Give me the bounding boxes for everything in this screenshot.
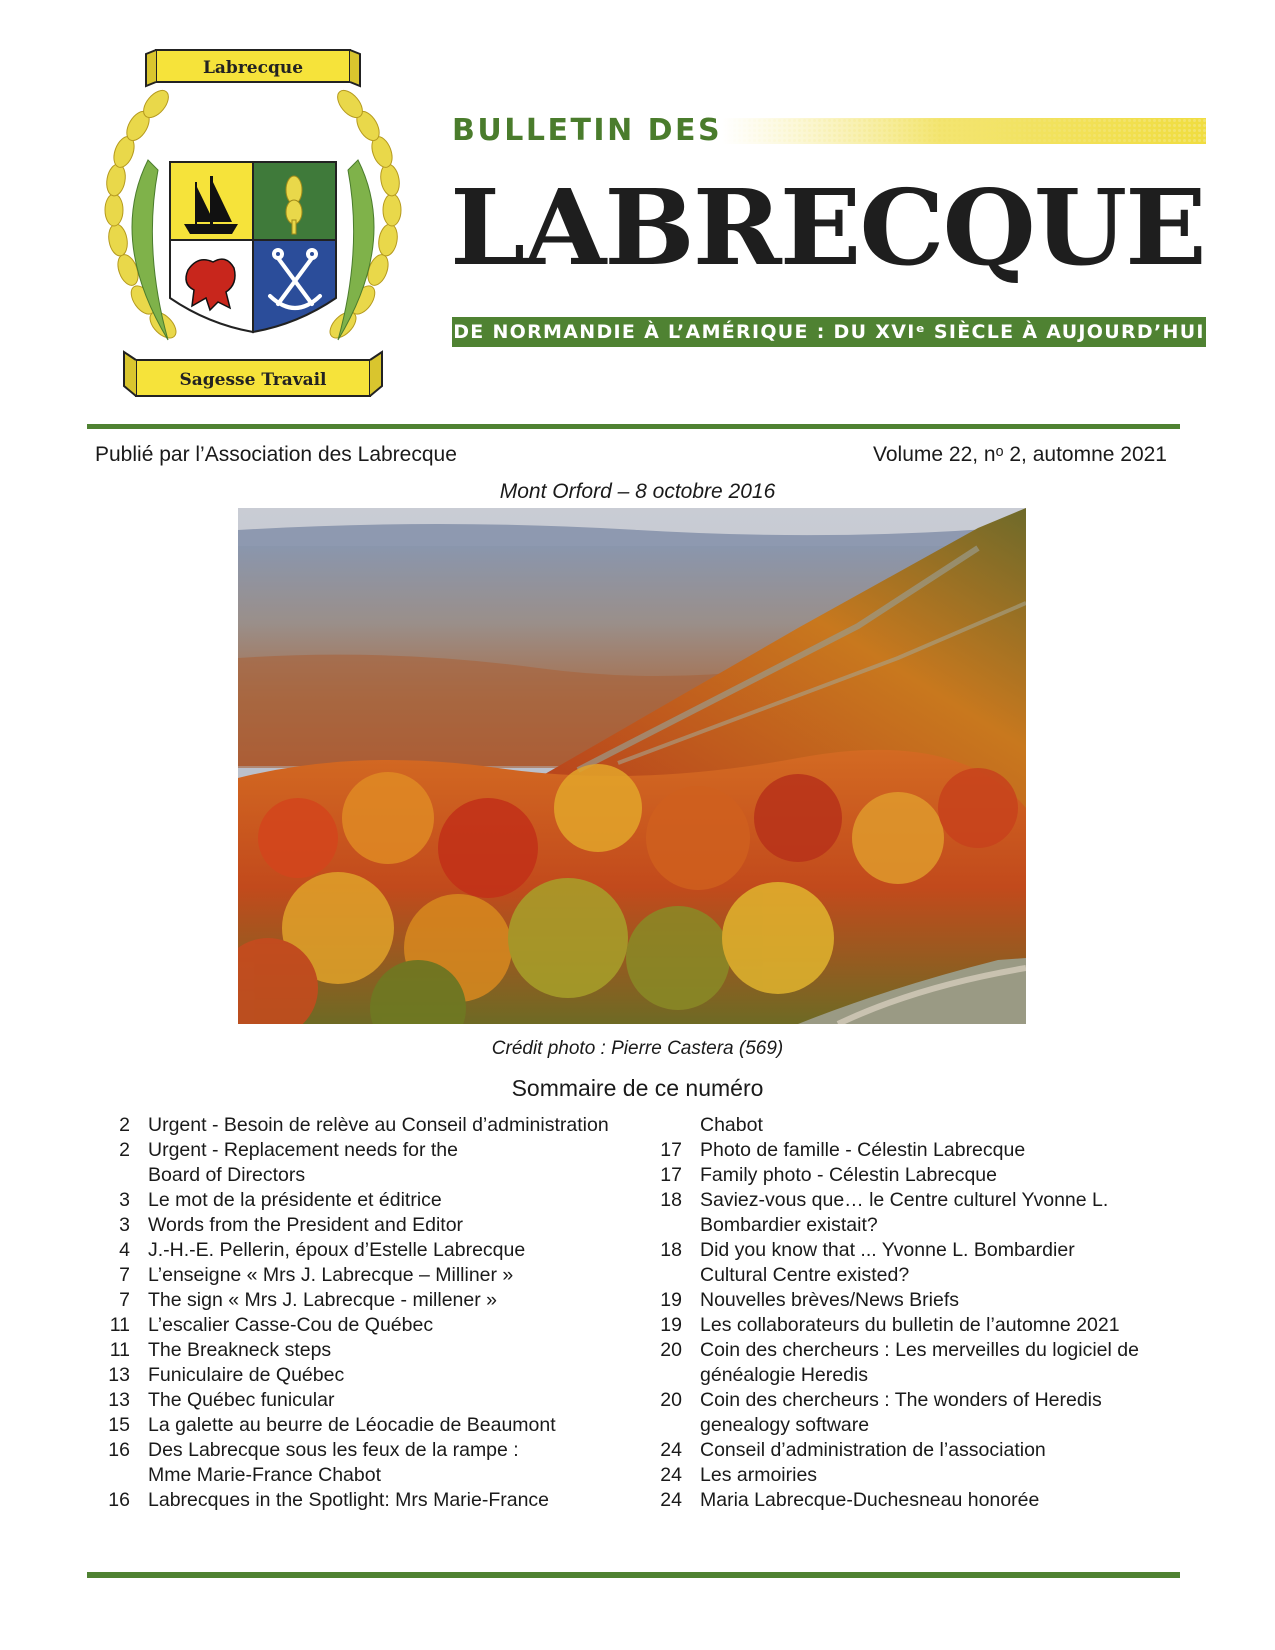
toc-title: The Breakneck steps [148,1339,332,1361]
toc-item[interactable] [84,1338,644,1363]
toc-item[interactable] [84,1388,644,1413]
toc-item[interactable] [84,1363,644,1388]
toc-page-number: 16 [108,1489,130,1511]
toc-title: Conseil d’administration de l’association [700,1439,1046,1461]
toc-item[interactable] [84,1263,644,1288]
toc-page-number: 24 [660,1464,682,1486]
toc-page-number: 3 [119,1189,130,1211]
toc-title: J.-H.-E. Pellerin, époux d’Estelle Labrecque [148,1239,526,1261]
toc-title: Photo de famille - Célestin Labrecque [700,1139,1026,1161]
toc-item[interactable] [636,1113,1196,1138]
toc-item[interactable] [84,1313,644,1338]
toc-title: Urgent - Replacement needs for the Board of Directors [148,1139,459,1186]
toc-page-number: 11 [109,1314,130,1336]
toc-title: Did you know that ... Yvonne L. Bombardier Cultural Centre existed? [700,1239,1075,1286]
cover-photo [238,508,1026,1024]
toc-title: Saviez-vous que… le Centre culturel Yvonne L. Bombardier existait? [700,1189,1109,1236]
top-divider [87,424,1180,429]
toc-item[interactable] [84,1188,644,1213]
toc-item[interactable] [636,1238,1196,1288]
toc-item[interactable] [84,1413,644,1438]
toc-page-number: 24 [660,1489,682,1511]
toc-title: Family photo - Célestin Labrecque [700,1164,997,1186]
toc-page-number: 2 [119,1139,130,1161]
toc-page-number: 20 [660,1339,682,1361]
toc-page-number: 4 [119,1239,130,1261]
toc-title: The sign « Mrs J. Labrecque - millener » [148,1289,497,1311]
toc-item[interactable] [636,1463,1196,1488]
publisher-line: Publié par l’Association des Labrecque [95,443,457,466]
toc-title: Words from the President and Editor [148,1214,464,1236]
toc-item[interactable] [636,1163,1196,1188]
toc-title: Labrecques in the Spotlight: Mrs Marie-France [148,1489,550,1511]
masthead-subtitle: DE NORMANDIE À L’AMÉRIQUE : DU XVIᵉ SIÈCLE À AUJOURD’HUI [452,317,1206,347]
coat-of-arms-logo [88,40,418,412]
masthead-kicker [452,113,1206,149]
toc-page-number: 13 [108,1364,130,1386]
crest-motto-top: Labrecque [202,58,304,78]
toc-item[interactable] [84,1438,644,1488]
toc-title: Les collaborateurs du bulletin de l’automne 2021 [700,1314,1120,1336]
toc-item[interactable] [84,1288,644,1313]
toc-page-number: 11 [109,1339,130,1361]
toc-item[interactable] [636,1288,1196,1313]
toc-item[interactable] [636,1438,1196,1463]
toc-heading: Sommaire de ce numéro [511,1075,764,1101]
toc-right-column [636,1113,1196,1513]
toc-page-number: 15 [108,1414,130,1436]
toc-page-number: 19 [660,1314,682,1336]
masthead-title: LABRECQUE [450,166,1205,289]
toc-title: L’enseigne « Mrs J. Labrecque – Milliner » [148,1264,514,1286]
toc-page-number: 3 [119,1214,130,1236]
toc-left-column [84,1113,644,1513]
toc-item[interactable] [636,1313,1196,1338]
toc-title: The Québec funicular [148,1389,335,1411]
toc-item[interactable] [636,1138,1196,1163]
masthead-kicker-text: BULLETIN DES [452,113,723,148]
toc-title: Coin des chercheurs : The wonders of Heredis genealogy software [700,1389,1102,1436]
toc-title: Urgent - Besoin de relève au Conseil d’administration [148,1114,609,1136]
toc-title: Les armoiries [700,1464,818,1486]
toc-page-number: 7 [119,1289,130,1311]
toc-page-number: 18 [660,1239,682,1261]
toc-item[interactable] [84,1488,644,1513]
volume-line: Volume 22, nᵒ 2, automne 2021 [873,443,1167,466]
toc-page-number: 2 [119,1114,130,1136]
toc-item[interactable] [636,1188,1196,1238]
toc-item[interactable] [84,1138,644,1188]
toc-title: Maria Labrecque-Duchesneau honorée [700,1489,1040,1511]
toc-page-number: 20 [660,1389,682,1411]
toc-page-number: 17 [660,1164,682,1186]
toc-title: L’escalier Casse-Cou de Québec [148,1314,434,1336]
toc-page-number: 16 [108,1439,130,1461]
kicker-dotted-bar [722,118,1206,144]
toc-title: Funiculaire de Québec [148,1364,345,1386]
toc-item[interactable] [84,1238,644,1263]
toc-item[interactable] [636,1488,1196,1513]
crest-motto-bottom: Sagesse Travail [179,370,327,390]
bottom-divider [87,1572,1180,1578]
toc-item[interactable] [84,1113,644,1138]
toc-item[interactable] [84,1213,644,1238]
toc-title: La galette au beurre de Léocadie de Beaumont [148,1414,556,1436]
toc-title: Nouvelles brèves/News Briefs [700,1289,960,1311]
toc-title: Coin des chercheurs : Les merveilles du logiciel de généalogie Heredis [700,1339,1139,1386]
toc-page-number: 13 [108,1389,130,1411]
toc-item[interactable] [636,1338,1196,1388]
toc-page-number: 18 [660,1189,682,1211]
toc-title: Des Labrecque sous les feux de la rampe : Mme Marie-France Chabot [148,1439,519,1486]
toc-page-number: 7 [119,1264,130,1286]
photo-caption: Mont Orford – 8 octobre 2016 [499,480,776,503]
toc-page-number: 24 [660,1439,682,1461]
toc-page-number: 19 [660,1289,682,1311]
toc-page-number: 17 [660,1139,682,1161]
toc-title: Le mot de la présidente et éditrice [148,1189,442,1211]
toc-title: Chabot [700,1114,763,1136]
toc-item[interactable] [636,1388,1196,1438]
photo-credit: Crédit photo : Pierre Castera (569) [491,1038,784,1059]
toc-page-number [636,1113,700,1138]
